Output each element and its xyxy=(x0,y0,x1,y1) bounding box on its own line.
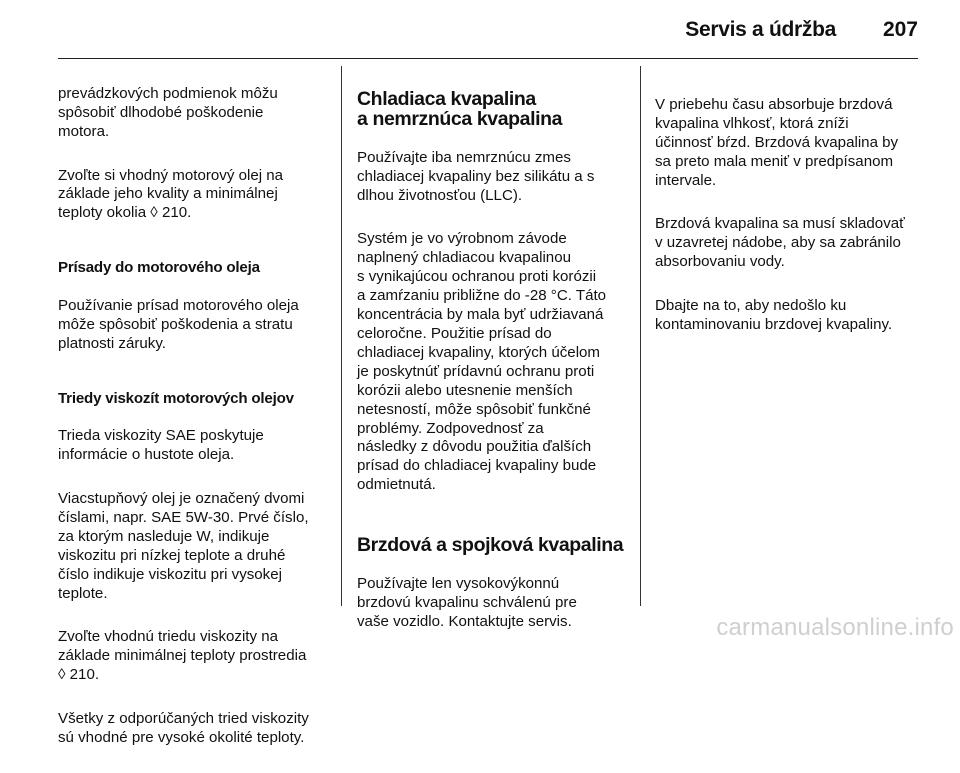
page-header xyxy=(0,0,960,58)
column-middle xyxy=(357,70,629,657)
header-divider xyxy=(58,58,918,59)
column-divider-2 xyxy=(640,66,641,606)
paragraph: Všetky z odporúčaných tried viskozity sú vhodné pre vysoké okolité teploty. xyxy=(58,710,309,746)
paragraph: Používanie prísad motorového oleja môže spôsobiť poškodenia a stratu platnosti záruky. xyxy=(58,296,299,352)
paragraph: Trieda viskozity SAE poskytuje informácie o hustote oleja. xyxy=(58,427,264,464)
column-right xyxy=(655,77,927,360)
subheading-additives: Prísady do motorového oleja xyxy=(58,259,260,277)
paragraph: Používajte iba nemrznúcu zmes chladiacej kvapaliny bez silikátu a s dlhou životnosťou (LLC). xyxy=(357,148,595,204)
paragraph: V priebehu času absorbuje brzdová kvapalina vlhkosť, ktorá zníži účinnosť bŕzd. Brzdová kvapalina by sa preto mala meniť v predpísanom intervale. xyxy=(655,95,899,189)
paragraph: Dbajte na to, aby nedošlo ku kontaminovaniu brzdovej kvapaliny. xyxy=(655,296,893,333)
watermark-text: carmanualsonline.info xyxy=(716,614,954,641)
paragraph: Viacstupňový olej je označený dvomi číslami, napr. SAE 5W-30. Prvé číslo, za ktorým nasleduje W, indikuje viskozitu pri nízkej teplote a druhé číslo indikuje viskozitu pri vysokej teplote. xyxy=(58,490,309,602)
heading-coolant: Chladiaca kvapalina a nemrznúca kvapalina xyxy=(357,87,563,130)
paragraph: Zvoľte si vhodný motorový olej na základe jeho kvality a minimálnej teploty okolia ◊ 210. xyxy=(58,166,284,222)
paragraph: Systém je vo výrobnom závode naplnený chladiacou kvapalinou s vynikajúcou ochranou proti korózii a zamŕzaniu približne do -28 °C. Táto koncentrácia by mala byť udržiavaná celоročne. Použitie prísad do chladiacej kvapaliny, ktorých účelom je poskytnúť prídavnú ochranu proti korózii alebo utesnenie menších netesností, môže spôsobiť funkčné problémy. Zodpovednosť za následky z dôvodu použitia ďalších prísad do chladiacej kvapaliny bude odmietnutá. xyxy=(357,230,607,494)
paragraph: Zvoľte vhodnú triedu viskozity na základe minimálnej teploty prostredia ◊ 210. xyxy=(58,628,307,684)
subheading-viscosity: Triedy viskozít motorových olejov xyxy=(58,389,294,407)
section-title: Servis a údržba xyxy=(685,18,836,41)
column-left xyxy=(58,66,333,773)
page-number: 207 xyxy=(882,18,918,41)
paragraph: prevádzkových podmienok môžu spôsobiť dlhodobé poškodenie motora. xyxy=(58,84,278,140)
column-divider-1 xyxy=(341,66,342,606)
heading-brake-fluid: Brzdová a spojková kvapalina xyxy=(357,534,624,557)
paragraph: Používajte len vysokovýkonnú brzdovú kvapalinu schválenú pre vaše vozidlo. Kontaktujte servis. xyxy=(357,574,577,630)
paragraph: Brzdová kvapalina sa musí skladovať v uzavretej nádobe, aby sa zabránilo absorbovaniu vody. xyxy=(655,215,905,271)
